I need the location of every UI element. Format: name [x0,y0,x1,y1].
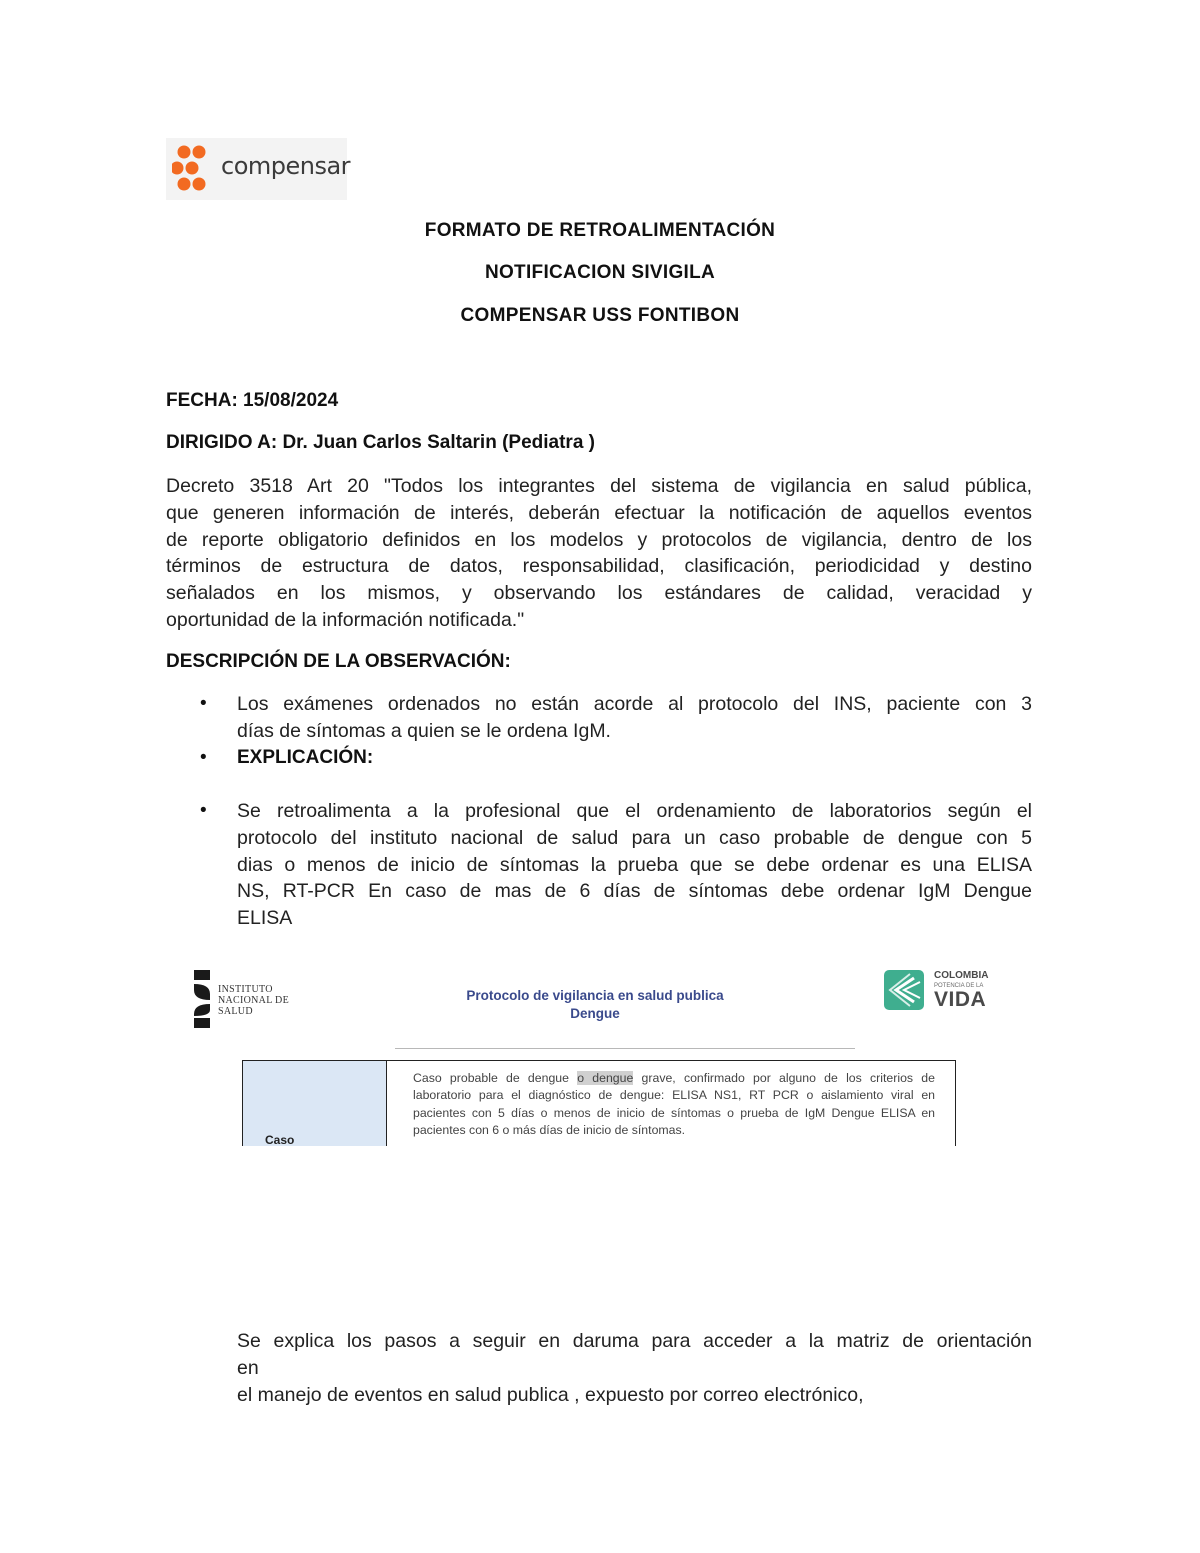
closing-paragraph [237,1328,1032,1408]
bullet-line: protocolo del instituto nacional de salud para un caso probable de dengue con 5 [237,826,1032,849]
addressee-line: DIRIGIDO A: Dr. Juan Carlos Saltarin (Pediatra ) [166,432,596,453]
colombia-mark-icon [884,970,926,1010]
bullet-icon: • [200,800,207,821]
decree-line: Decreto 3518 Art 20 "Todos los integrantes del sistema de vigilancia en salud pública, [166,475,1032,497]
colombia-vida-logo [884,968,1004,1012]
case-text-part: grave, confirmado por alguno de los criterios de [633,1071,935,1085]
explanation-heading: EXPLICACIÓN: [237,747,374,768]
decree-line: de reporte obligatorio definidos en los modelos y protocolos de vigilancia, dentro de los [166,528,1032,551]
bullet-line: Los exámenes ordenados no están acorde al protocolo del INS, paciente con 3 [237,693,1032,715]
explanation-bullet [237,798,1032,932]
potencia-text: POTENCIA DE LA [934,983,984,989]
colombia-text: COLOMBIA [934,970,989,981]
document-title: FORMATO DE RETROALIMENTACIÓN [424,220,776,241]
case-definition-line [413,1070,935,1087]
protocol-excerpt-image [190,962,1010,1146]
compensar-logo-text: compensar [221,152,351,180]
decree-line: términos de estructura de datos, responsabilidad, clasificación, periodicidad y destino [166,555,1032,578]
bullet-icon: • [200,747,207,768]
bullet-icon: • [200,693,207,714]
closing-line: en [237,1356,259,1379]
closing-line: Se explica los pasos a seguir en daruma para acceder a la matriz de orientación [237,1330,1032,1352]
observation-bullet [237,691,1032,745]
case-definition-line: pacientes con 6 o más días de inicio de síntomas. [413,1122,686,1137]
ins-name-line: INSTITUTO [218,984,273,995]
case-label-cell [243,1061,387,1146]
ins-name-line: NACIONAL DE [218,995,289,1006]
highlighted-text: o dengue [577,1071,634,1085]
decree-line: que generen información de interés, deberán efectuar la notificación de aquellos eventos [166,501,1032,524]
ins-logo-icon [192,970,212,1028]
compensar-dots-icon [172,144,224,194]
bullet-line: ELISA [237,907,293,930]
document-subtitle: NOTIFICACION SIVIGILA [484,262,716,283]
protocol-title-text: Protocolo de vigilancia en salud publica [466,988,724,1003]
protocol-subtitle: Dengue [570,1006,620,1021]
date-line: FECHA: 15/08/2024 [166,390,339,411]
case-definition-table [242,1060,956,1146]
bullet-line: NS, RT-PCR En caso de mas de 6 días de síntomas debe ordenar IgM Dengue [237,880,1032,903]
case-definition-line: pacientes con 5 días o menos de inicio de síntomas o prueba de IgM Dengue ELISA en [413,1105,935,1120]
ins-name-line: SALUD [218,1006,253,1017]
vida-text: VIDA [934,988,987,1011]
protocol-title [410,987,780,1023]
ins-logo [190,966,300,1026]
ins-name [218,984,289,1017]
observation-heading: DESCRIPCIÓN DE LA OBSERVACIÓN: [166,651,511,672]
bullet-line: Se retroalimenta a la profesional que el ordenamiento de laboratorios según el [237,800,1032,822]
closing-line: el manejo de eventos en salud publica , expuesto por correo electrónico, [237,1383,864,1406]
case-text-part: Caso probable de dengue [413,1071,578,1085]
decree-line: oportunidad de la información notificada." [166,608,525,631]
case-label: Caso [265,1133,295,1147]
decree-paragraph [166,473,1032,634]
decree-line: señalados en los mismos, y observando los estándares de calidad, veracidad y [166,582,1032,605]
compensar-logo [166,138,351,200]
bullet-line: dias o menos de inicio de síntomas la prueba que se debe ordenar es una ELISA [237,853,1032,876]
protocol-divider [395,1048,855,1049]
bullet-line: días de síntomas a quien se le ordena IgM. [237,719,611,742]
document-institution: COMPENSAR USS FONTIBON [460,305,740,326]
case-definition-line: laboratorio para el diagnóstico de dengue: ELISA NS1, RT PCR o aislamiento viral en [413,1088,935,1103]
case-definition-text [413,1070,935,1139]
